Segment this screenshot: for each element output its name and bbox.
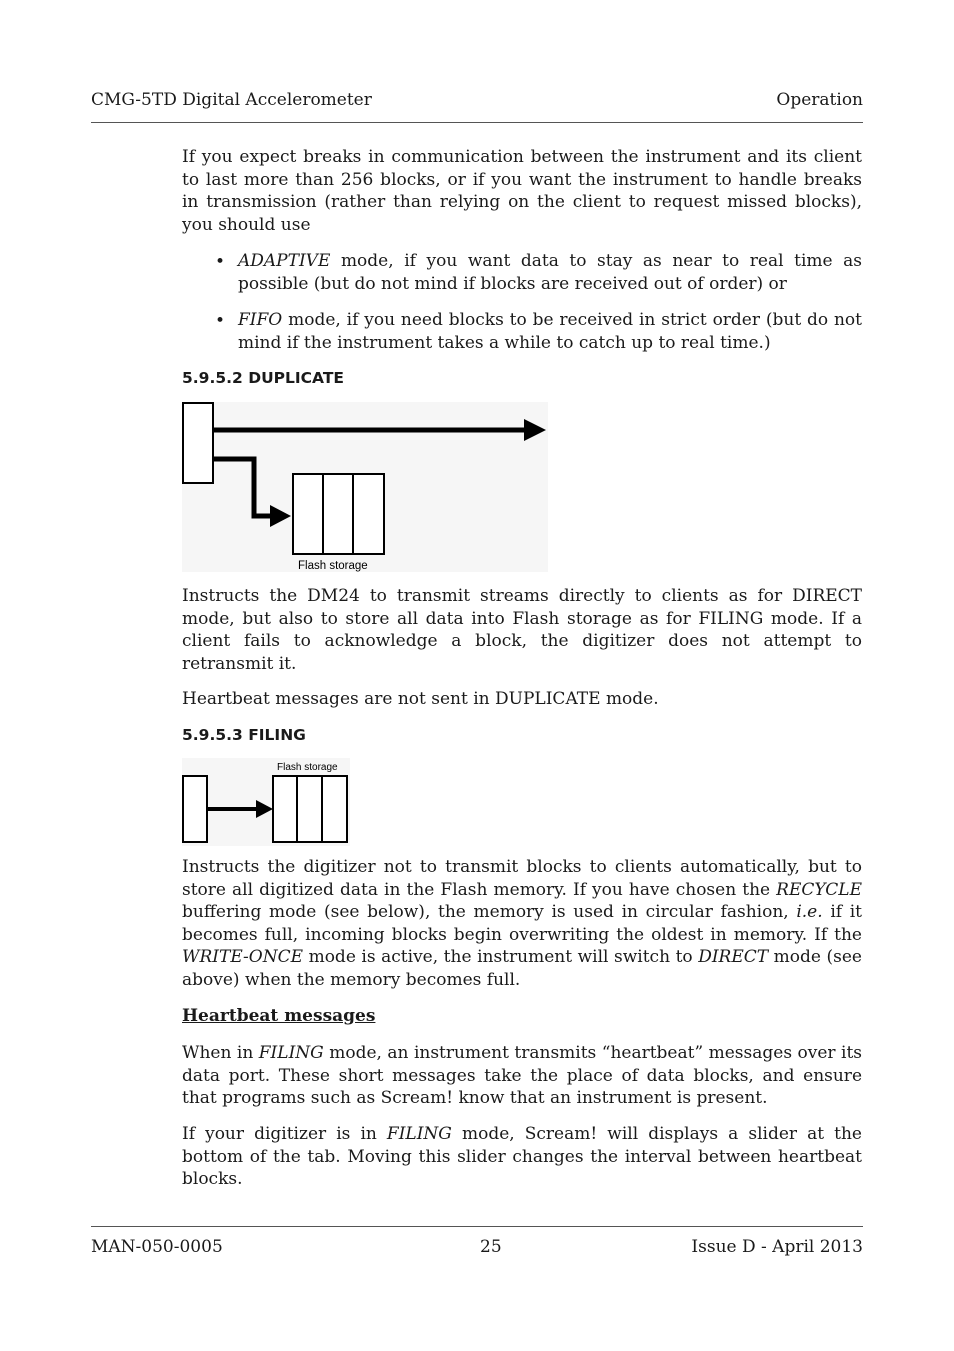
bullet-mark: • bbox=[215, 252, 226, 272]
flash-storage-box bbox=[293, 474, 384, 554]
section-heading-filing: 5.9.5.3 FILING bbox=[182, 726, 306, 744]
bullet-mark: • bbox=[215, 311, 226, 331]
term-direct: DIRECT bbox=[698, 947, 769, 967]
header-rule bbox=[91, 122, 863, 123]
heartbeat-paragraph-2: If your digitizer is in FILING mode, Scream! will displays a slider at the bottom of the tab. Moving this slider changes the interval between heartbeat blocks. bbox=[182, 1124, 862, 1189]
duplicate-note: Heartbeat messages are not sent in DUPLICATE mode. bbox=[182, 689, 659, 709]
flash-storage-label: Flash storage bbox=[298, 560, 368, 572]
intro-paragraph: If you expect breaks in communication between the instrument and its client to last more than 256 blocks, or if you want the instrument to handle breaks in transmission (rather than relying on the client to request missed blocks), you should use bbox=[182, 147, 862, 235]
footer-rule bbox=[91, 1226, 863, 1227]
filing-paragraph: Instructs the digitizer not to transmit blocks to clients automatically, but to store all digitized data in the Flash memory. If you have chosen the RECYCLE buffering mode (see below), the memory is used in circular fashion, i.e. if it becomes full, incoming blocks begin overwriting the oldest in memory. If the WRITE-ONCE mode is active, the instrument will switch to DIRECT mode (see above) when the memory becomes full. bbox=[182, 857, 862, 990]
digitizer-box bbox=[183, 776, 207, 842]
term-ie: i.e. bbox=[796, 902, 823, 922]
term-fifo: FIFO bbox=[238, 310, 283, 330]
page-header bbox=[91, 90, 863, 114]
header-title: CMG-5TD Digital Accelerometer bbox=[91, 90, 372, 110]
heartbeat-paragraph-1: When in FILING mode, an instrument transmits “heartbeat” messages over its data port. These short messages take the place of data blocks, and ensure that programs such as Scream! know that an instrument is present. bbox=[182, 1043, 863, 1108]
flash-storage-label: Flash storage bbox=[277, 762, 338, 773]
flash-storage-box bbox=[273, 776, 347, 842]
section-heading-duplicate: 5.9.5.2 DUPLICATE bbox=[182, 369, 344, 387]
duplicate-diagram bbox=[182, 402, 548, 572]
header-section: Operation bbox=[776, 90, 863, 110]
footer-doc-id: MAN-050-0005 bbox=[91, 1237, 223, 1257]
page-number: 25 bbox=[480, 1237, 502, 1257]
term-write-once: WRITE-ONCE bbox=[182, 947, 304, 967]
term-adaptive: ADAPTIVE bbox=[238, 251, 331, 271]
bullet-adaptive: ADAPTIVE mode, if you want data to stay as near to real time as possible (but do not mind if blocks are received out of order) or bbox=[238, 251, 862, 294]
term-recycle: RECYCLE bbox=[776, 879, 862, 900]
bullet-fifo: FIFO mode, if you need blocks to be received in strict order (but do not mind if the instrument takes a while to catch up to real time.) bbox=[238, 310, 862, 353]
page-footer bbox=[91, 1237, 863, 1261]
subheading-heartbeat: Heartbeat messages bbox=[182, 1006, 376, 1026]
duplicate-paragraph: Instructs the DM24 to transmit streams directly to clients as for DIRECT mode, but also to store all data into Flash storage as for FILING mode. If a client fails to acknowledge a block, the digitizer does not attempt to retransmit it. bbox=[182, 586, 862, 674]
term-filing: FILING bbox=[386, 1124, 452, 1144]
footer-issue: Issue D - April 2013 bbox=[691, 1237, 863, 1257]
digitizer-box bbox=[183, 403, 213, 483]
term-filing: FILING bbox=[258, 1043, 324, 1063]
filing-diagram bbox=[182, 758, 350, 846]
